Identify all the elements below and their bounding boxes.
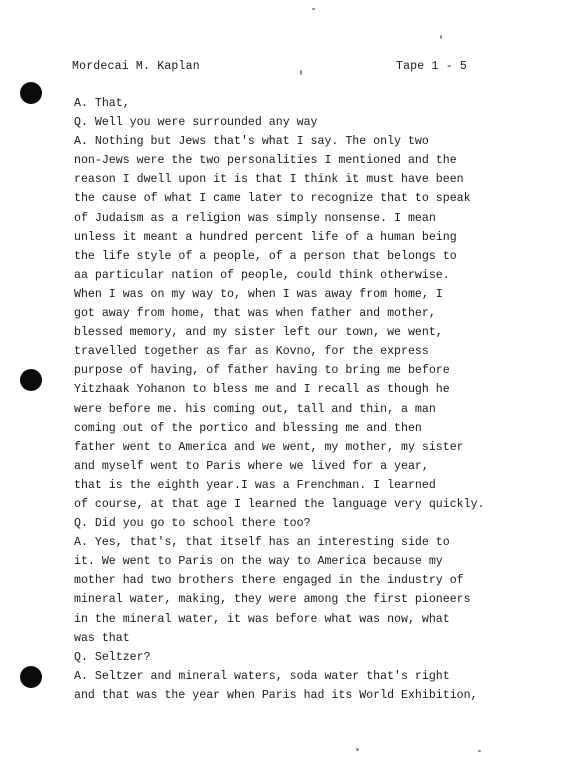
scan-speck (356, 748, 359, 751)
transcript-line: travelled together as far as Kovno, for the express (74, 345, 429, 359)
scan-speck (478, 750, 481, 752)
scan-speck (300, 70, 302, 75)
scan-speck (312, 8, 315, 10)
transcript-line: mineral water, making, they were among the first pioneers (74, 593, 471, 607)
transcript-line: that is the eighth year.I was a Frenchman. I learned (74, 478, 436, 492)
scan-speck (440, 35, 442, 39)
transcript-line: father went to America and we went, my mother, my sister (74, 440, 464, 454)
transcript-line: A. Nothing but Jews that's what I say. The only two (74, 135, 429, 149)
transcript-line: reason I dwell upon it is that I think it must have been (74, 173, 464, 187)
transcript-line: coming out of the portico and blessing me and then (74, 421, 422, 435)
transcript-line: aa particular nation of people, could think otherwise. (74, 268, 450, 282)
transcript-line: mother had two brothers there engaged in the industry of (74, 574, 464, 588)
transcript-line: unless it meant a hundred percent life of a human being (74, 230, 457, 244)
tape-page-label: Tape 1 - 5 (395, 60, 467, 73)
transcript-line: were before me. his coming out, tall and thin, a man (74, 402, 436, 416)
transcript-line: A. Seltzer and mineral waters, soda water that's right (74, 669, 450, 683)
binder-hole-top (20, 82, 42, 104)
transcript-line: purpose of having, of father having to bring me before (74, 364, 450, 378)
transcript-line: Yitzhaak Yohanon to bless me and I recall as though he (74, 383, 450, 397)
transcript-line: Q. Seltzer? (74, 650, 151, 664)
transcript-line: blessed memory, and my sister left our town, we went, (74, 326, 443, 340)
transcript-line: of course, at that age I learned the language very quickly. (74, 497, 485, 511)
transcript-line: Q. Did you go to school there too? (74, 517, 311, 531)
transcript-line: it. We went to Paris on the way to America because my (74, 555, 443, 569)
transcript-line: in the mineral water, it was before what was now, what (74, 612, 450, 626)
transcript-line: A. That, (74, 97, 130, 110)
transcript-line: and myself went to Paris where we lived for a year, (74, 459, 429, 473)
interviewee-name: Mordecai M. Kaplan (72, 60, 200, 73)
transcript-line: When I was on my way to, when I was away from home, I (74, 287, 443, 301)
transcript-line: Q. Well you were surrounded any way (74, 116, 318, 130)
transcript-line: the life style of a people, of a person that belongs to (74, 249, 457, 263)
transcript-body (74, 94, 544, 705)
transcript-line: and that was the year when Paris had its World Exhibition, (74, 688, 478, 702)
transcript-line: A. Yes, that's, that itself has an interesting side to (74, 536, 450, 550)
binder-hole-middle (20, 369, 42, 391)
binder-hole-bottom (20, 666, 42, 688)
transcript-line: was that (74, 631, 130, 645)
transcript-line: non-Jews were the two personalities I mentioned and the (74, 154, 457, 168)
transcript-line: got away from home, that was when father and mother, (74, 307, 436, 321)
transcript-line: of Judaism as a religion was simply nonsense. I mean (74, 211, 436, 225)
transcript-line: the cause of what I came later to recognize that to speak (74, 192, 471, 206)
